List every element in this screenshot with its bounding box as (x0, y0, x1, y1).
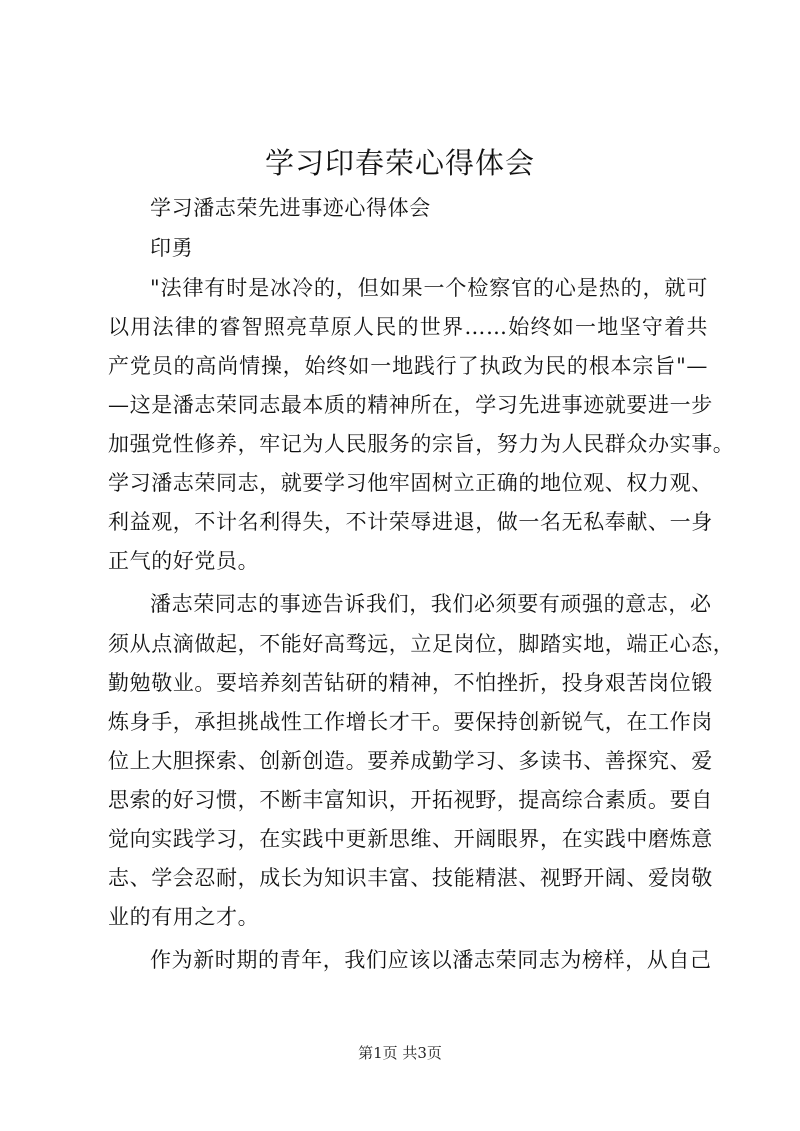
paragraph-line: 加强党性修养，牢记为人民服务的宗旨，努力为人民群众办实事。 (108, 432, 735, 456)
paragraph-line: 学习潘志荣同志，就要学习他牢固树立正确的地位观、权力观、 (108, 471, 713, 495)
paragraph-line: 勤勉敬业。要培养刻苦钻研的精神，不怕挫折，投身艰苦岗位锻 (108, 671, 713, 695)
author-line: 印勇 (150, 236, 194, 260)
paragraph-line: 位上大胆探索、创新创造。要养成勤学习、多读书、善探究、爱 (108, 749, 713, 773)
paragraph-line: 以用法律的睿智照亮草原人民的世界……始终如一地坚守着共 (108, 315, 708, 339)
paragraph-line: 觉向实践学习，在实践中更新思维、开阔眼界，在实践中磨炼意 (108, 827, 713, 851)
paragraph-line: "法律有时是冰冷的，但如果一个检察官的心是热的，就可 (150, 276, 708, 300)
document-title: 学习印春荣心得体会 (264, 146, 535, 180)
paragraph-line: 炼身手，承担挑战性工作增长才干。要保持创新锐气，在工作岗 (108, 710, 713, 734)
paragraph-line: 志、学会忍耐，成长为知识丰富、技能精湛、视野开阔、爱岗敬 (108, 866, 713, 890)
paragraph-line: 业的有用之才。 (108, 905, 260, 929)
paragraph-line: 思索的好习惯，不断丰富知识，开拓视野，提高综合素质。要自 (108, 788, 713, 812)
paragraph-line: 潘志荣同志的事迹告诉我们，我们必须要有顽强的意志，必 (150, 592, 712, 616)
paragraph-line: 须从点滴做起，不能好高骛远，立足岗位，脚踏实地，端正心态， (108, 632, 735, 656)
paragraph-line: 作为新时期的青年，我们应该以潘志荣同志为榜样，从自己 (150, 948, 712, 972)
paragraph-line: 产党员的高尚情操，始终如一地践行了执政为民的根本宗旨"— (108, 354, 708, 378)
subtitle-line: 学习潘志荣先进事迹心得体会 (150, 196, 431, 220)
page-number: 第1页 共3页 (358, 1044, 442, 1062)
paragraph-line: —这是潘志荣同志最本质的精神所在，学习先进事迹就要进一步 (108, 393, 713, 417)
paragraph-line: 利益观，不计名利得失，不计荣辱进退，做一名无私奉献、一身 (108, 510, 713, 534)
paragraph-line: 正气的好党员。 (108, 549, 260, 573)
